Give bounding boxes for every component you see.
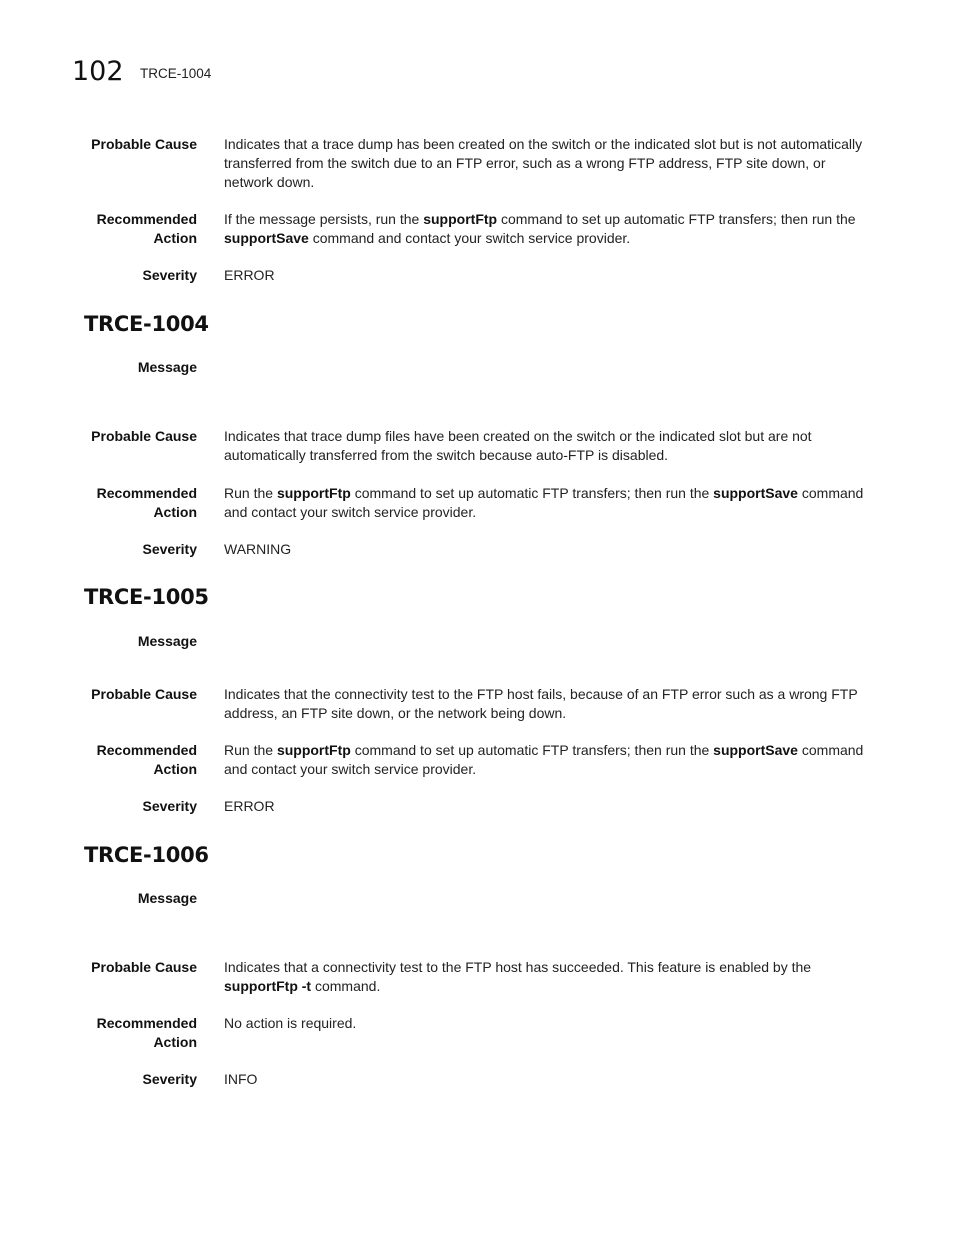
probable-cause-label: Probable Cause: [91, 686, 197, 702]
severity-label: Severity: [142, 798, 197, 814]
message-heading: TRCE-1006: [84, 843, 209, 867]
recommended-action-text: No action is required.: [224, 1015, 357, 1031]
recommended-action-label: Recommended Action: [96, 485, 197, 520]
command-name: supportSave: [713, 742, 798, 758]
command-name: supportFtp -t: [224, 978, 312, 994]
message-label: Message: [137, 633, 197, 649]
probable-cause-label: Probable Cause: [91, 428, 197, 444]
severity-label: Severity: [142, 541, 197, 557]
probable-cause-label: Probable Cause: [91, 136, 197, 152]
message-heading: TRCE-1005: [84, 585, 209, 609]
severity-value: ERROR: [224, 798, 275, 814]
severity-value: WARNING: [224, 541, 292, 557]
recommended-action-text: Run the supportFtp command to set up automatic FTP transfers; then run the supportSave command and contact your switch service provider.: [224, 742, 864, 777]
severity-value: INFO: [224, 1071, 258, 1087]
chapter-number: 102: [72, 56, 124, 87]
probable-cause-label: Probable Cause: [91, 959, 197, 975]
message-label: Message: [137, 890, 197, 906]
recommended-action-text: Run the supportFtp command to set up automatic FTP transfers; then run the supportSave command and contact your switch service provider.: [224, 485, 864, 520]
recommended-action-label: Recommended Action: [96, 742, 197, 777]
message-label: Message: [137, 359, 197, 375]
severity-label: Severity: [142, 267, 197, 283]
command-name: supportFtp: [276, 485, 351, 501]
chapter-title: TRCE-1004: [140, 66, 212, 81]
probable-cause-text: Indicates that trace dump files have been created on the switch or the indicated slot but are not automatically transferred from the switch because auto-FTP is disabled.: [224, 428, 812, 463]
message-heading: TRCE-1004: [84, 312, 209, 336]
probable-cause-text: Indicates that a connectivity test to the FTP host has succeeded. This feature is enabled by the supportFtp -t command.: [224, 959, 812, 994]
command-name: supportSave: [224, 230, 309, 246]
severity-label: Severity: [142, 1071, 197, 1087]
command-name: supportFtp: [423, 211, 498, 227]
command-name: supportFtp: [276, 742, 351, 758]
recommended-action-text: If the message persists, run the supportFtp command to set up automatic FTP transfers; then run the supportSave command and contact your switch service provider.: [224, 211, 856, 246]
recommended-action-label: Recommended Action: [96, 1015, 197, 1050]
probable-cause-text: Indicates that a trace dump has been created on the switch or the indicated slot but is not automatically transferred from the switch due to an FTP error, such as a wrong FTP address, FTP site down, or network down.: [224, 136, 863, 190]
command-name: supportSave: [713, 485, 798, 501]
severity-value: ERROR: [224, 267, 275, 283]
recommended-action-label: Recommended Action: [96, 211, 197, 246]
probable-cause-text: Indicates that the connectivity test to the FTP host fails, because of an FTP error such as a wrong FTP address, an FTP site down, or the network being down.: [224, 686, 858, 721]
